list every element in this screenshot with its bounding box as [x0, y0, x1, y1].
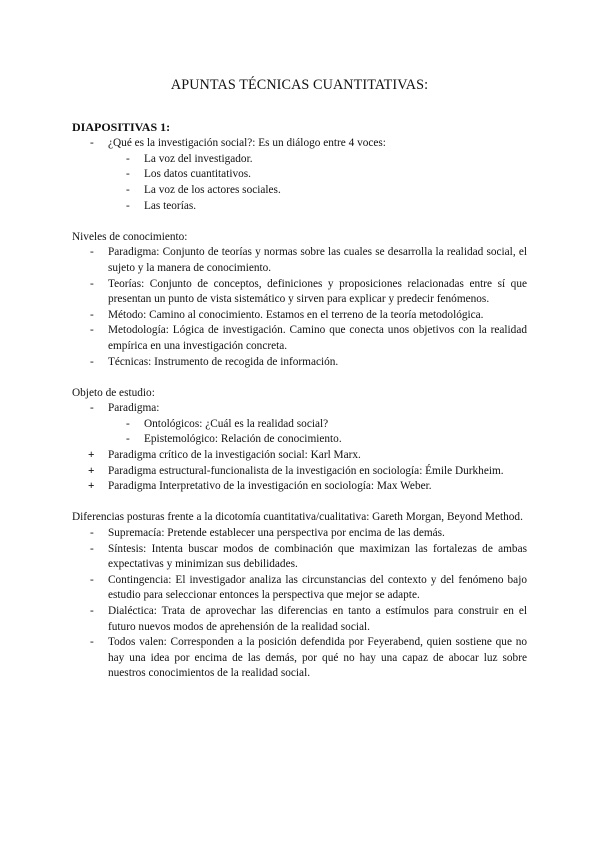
- dash-bullet: -: [126, 433, 130, 446]
- list-item: [108, 432, 527, 448]
- document-title: APUNTAS TÉCNICAS CUANTITATIVAS:: [170, 77, 429, 93]
- intro-question: ¿Qué es la investigación social?: Es un diálogo entre 4 voces:: [108, 137, 386, 150]
- dash-bullet: -: [90, 573, 94, 586]
- diferencias-label: Diferencias posturas frente a la dicotomía cuantitativa/cualitativa: Gareth Morgan, Beyond Method.: [72, 511, 523, 524]
- dash-bullet: -: [90, 308, 94, 321]
- list-item: [72, 136, 527, 214]
- objeto-label: Objeto de estudio:: [72, 386, 155, 399]
- document-page: [72, 78, 527, 682]
- item-text: Paradigma: Conjunto de teorías y normas sobre las cuales se desarrolla la realidad social, el sujeto y la manera de conocimiento.: [108, 246, 527, 274]
- objeto-list: [72, 401, 527, 495]
- item-text: Técnicas: Instrumento de recogida de información.: [108, 355, 339, 368]
- list-item: [72, 355, 527, 371]
- list-item: [72, 323, 527, 354]
- dash-bullet: -: [126, 152, 130, 165]
- paradigma-sublist: [108, 417, 527, 448]
- item-text: Dialéctica: Trata de aprovechar las diferencias en tanto a estímulos para construir en el futuro nuevos modos de aprehensión de la realidad social.: [108, 605, 527, 633]
- list-item: [72, 448, 527, 464]
- voice-text: La voz del investigador.: [144, 152, 253, 165]
- list-item: [72, 542, 527, 573]
- item-text: Epistemológico: Relación de conocimiento.: [144, 433, 342, 446]
- list-item: [72, 464, 527, 480]
- list-item: [108, 152, 527, 168]
- voice-text: La voz de los actores sociales.: [144, 183, 281, 196]
- dash-bullet: -: [90, 605, 94, 617]
- item-text: Supremacía: Pretende establecer una perspectiva por encima de las demás.: [108, 527, 445, 540]
- diferencias-list: [72, 526, 527, 682]
- intro-list: [72, 136, 527, 214]
- plus-bullet: +: [88, 464, 95, 477]
- item-text: Paradigma crítico de la investigación social: Karl Marx.: [108, 449, 361, 462]
- list-item: [72, 479, 527, 495]
- dash-bullet: -: [126, 417, 130, 430]
- list-item: [108, 417, 527, 433]
- item-text: Paradigma estructural-funcionalista de la investigación en sociología: Émile Durkheim.: [108, 464, 504, 477]
- paradigma-label: Paradigma:: [108, 402, 160, 415]
- list-item: [72, 245, 527, 276]
- section-heading: DIAPOSITIVAS 1:: [72, 119, 171, 134]
- list-item: [72, 635, 527, 682]
- spacer: [72, 370, 527, 386]
- list-item: [108, 199, 527, 215]
- niveles-list: [72, 245, 527, 370]
- dash-bullet: -: [90, 355, 94, 368]
- dash-bullet: -: [90, 277, 94, 290]
- spacer: [72, 495, 527, 511]
- list-item: [108, 183, 527, 199]
- voice-text: Las teorías.: [144, 199, 197, 212]
- item-text: Síntesis: Intenta buscar modos de combinación que maximizan las fortalezas de ambas expectativas y minimizan sus debilidades.: [108, 542, 527, 571]
- spacer: [72, 214, 527, 230]
- niveles-label: Niveles de conocimiento:: [72, 230, 188, 243]
- list-item: [108, 167, 527, 183]
- list-item: [72, 573, 527, 604]
- item-text: Ontológicos: ¿Cuál es la realidad social?: [144, 417, 329, 430]
- list-item: [72, 308, 527, 324]
- dash-bullet: -: [126, 168, 130, 181]
- dash-bullet: -: [126, 199, 130, 212]
- dash-bullet: -: [90, 137, 94, 150]
- dash-bullet: -: [126, 183, 130, 196]
- item-text: Todos valen: Corresponden a la posición defendida por Feyerabend, quien sostiene que no hay una idea por encima de las demás, por qué no hay una capaz de abocar luz sobre nuestros conocimientos de la realidad social.: [108, 636, 527, 680]
- dash-bullet: -: [90, 402, 94, 415]
- dash-bullet: -: [90, 527, 94, 540]
- item-text: Paradigma Interpretativo de la investigación en sociología: Max Weber.: [108, 480, 432, 493]
- item-text: Teorías: Conjunto de conceptos, definiciones y proposiciones relacionadas entre sí que presentan un punto de vista sistemático y sirven para explicar y predecir fenómenos.: [108, 277, 527, 306]
- dash-bullet: -: [90, 542, 94, 555]
- voice-text: Los datos cuantitativos.: [144, 168, 251, 181]
- item-text: Contingencia: El investigador analiza las circunstancias del contexto y del fenómeno bajo estudio para seleccionar entonces la perspectiva que mejor se adapte.: [108, 573, 527, 602]
- dash-bullet: -: [90, 324, 94, 337]
- voices-list: [108, 152, 527, 214]
- list-item: [72, 604, 527, 635]
- item-text: Metodología: Lógica de investigación. Camino que conecta unos objetivos con la realidad empírica en una investigación concreta.: [108, 324, 527, 352]
- dash-bullet: -: [90, 636, 94, 649]
- plus-bullet: +: [88, 449, 95, 462]
- item-text: Método: Camino al conocimiento. Estamos en el terreno de la teoría metodológica.: [108, 308, 484, 321]
- plus-bullet: +: [88, 480, 95, 493]
- dash-bullet: -: [90, 246, 94, 259]
- list-item: [72, 526, 527, 542]
- list-item: [72, 277, 527, 308]
- list-item: [72, 401, 527, 448]
